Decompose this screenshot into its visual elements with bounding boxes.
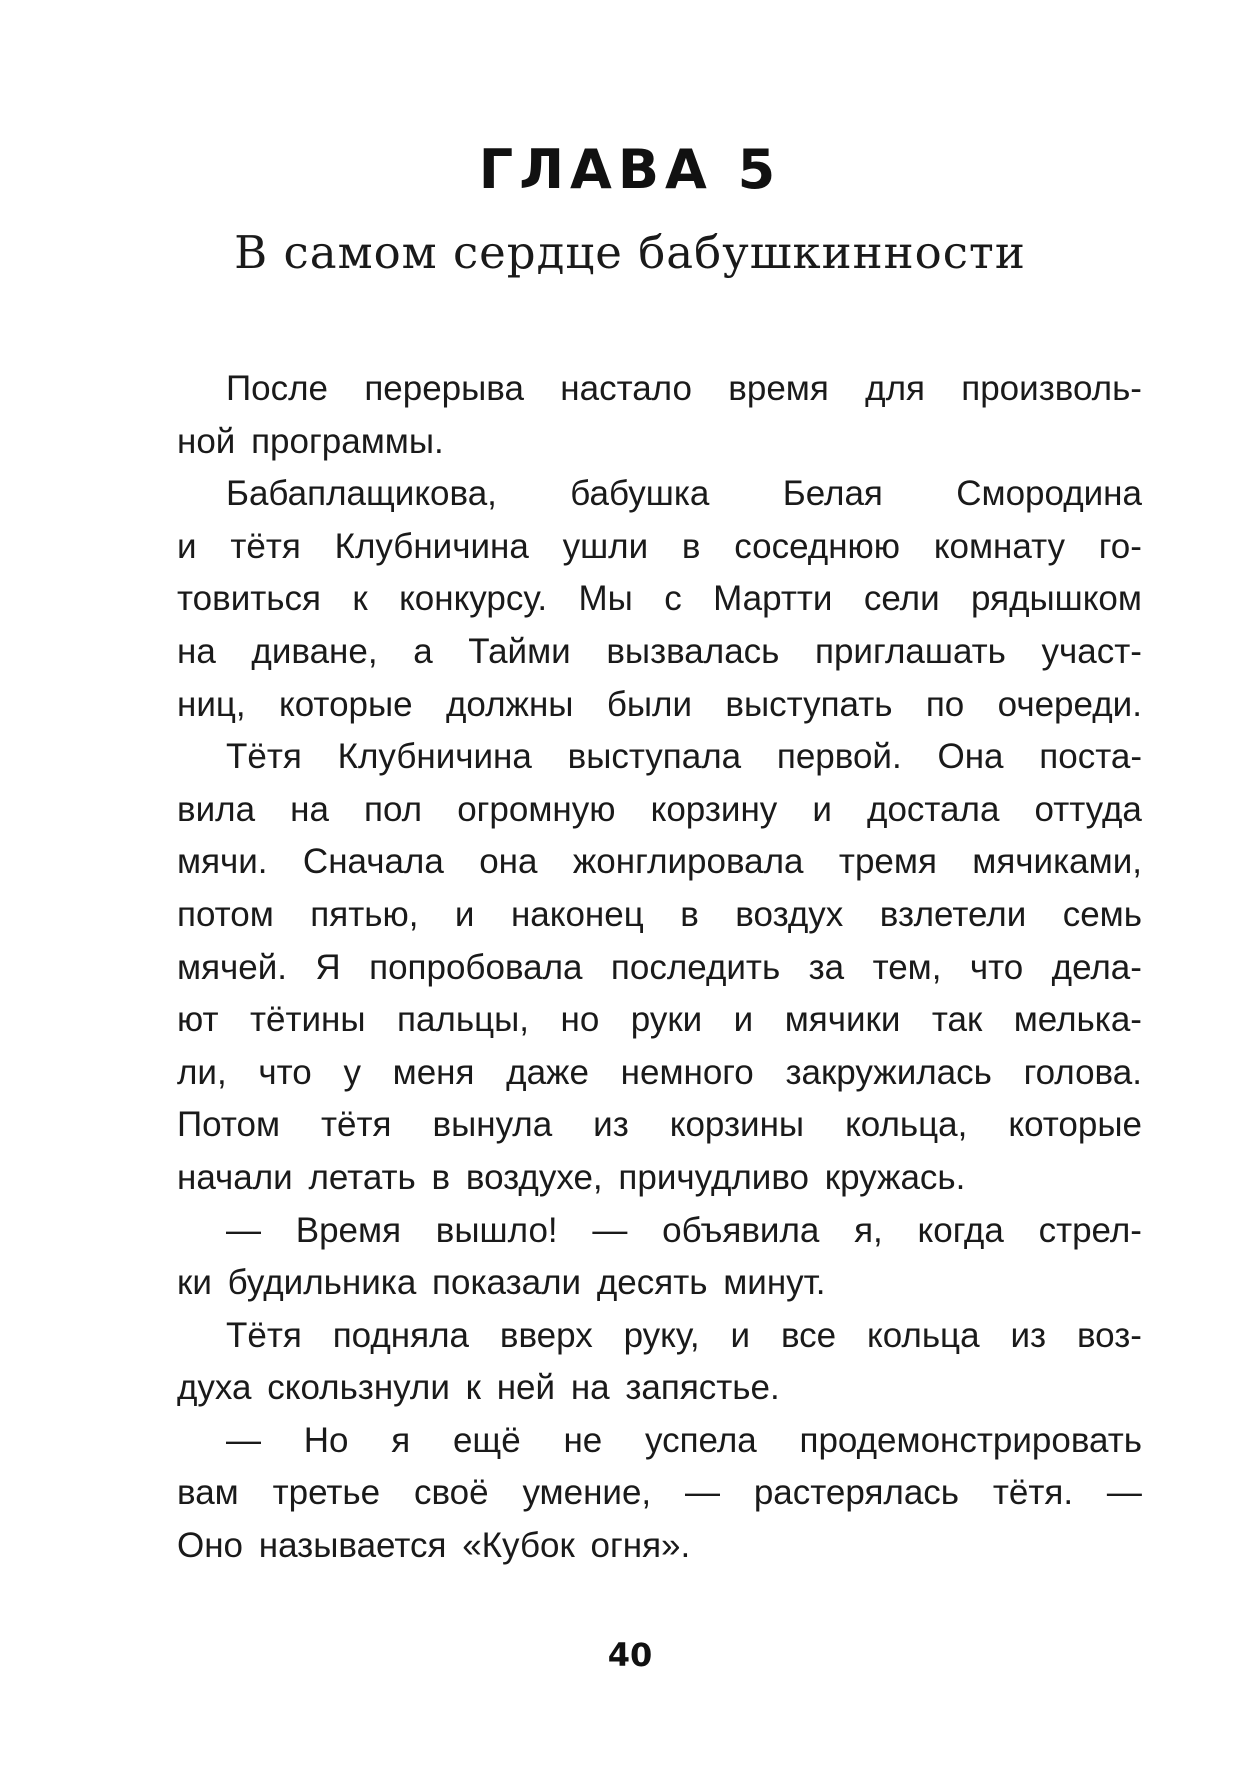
text-line [177,416,1142,469]
word: сели [863,579,940,619]
text-line [177,626,1142,679]
word: на [570,1368,610,1408]
word: показали [432,1263,582,1303]
word: выступала [567,737,742,777]
word: достала [867,789,1000,829]
word: на [177,631,216,671]
word: за [808,947,845,987]
text-line [177,573,1142,626]
word: ли, [177,1052,227,1092]
word: успела [644,1420,757,1460]
chapter-title: В самом сердце бабушкинности [234,226,1026,279]
word: не [563,1420,603,1460]
word: и [730,1315,751,1355]
word: — [1106,1473,1142,1513]
word: Тайми [468,631,571,671]
word: кольца, [845,1105,968,1145]
word: должны [446,684,574,724]
word: первой. [776,737,902,777]
word: в [431,1157,451,1197]
word: время [728,369,829,408]
word: ещё [452,1420,521,1460]
word: духа [177,1368,252,1408]
text-line [177,1415,1142,1468]
word: что [969,947,1024,987]
word: ниц, [177,684,246,724]
word: Клубничина [334,526,529,566]
text-line [177,1520,1142,1573]
word: которые [279,684,413,724]
word: Мартти [713,579,833,619]
word: Я [315,947,341,987]
word: и [177,526,197,566]
word: растерялась [753,1473,960,1513]
word: очереди. [997,684,1142,724]
word: Тётя [226,737,302,777]
word: огня». [590,1526,691,1566]
word: из [593,1105,629,1145]
word: к [465,1368,481,1408]
word: Она [937,737,1004,777]
word: участ- [1041,631,1142,671]
word: минут. [723,1263,826,1303]
word: корзину [650,789,778,829]
word: я, [854,1210,883,1250]
word: руки [630,1000,703,1040]
text-line [177,468,1142,521]
chapter-number: ГЛАВА 5 [478,138,782,201]
word: комнату [933,526,1066,566]
word: но [560,1000,600,1040]
word: ушли [562,526,649,566]
word: произволь- [961,369,1142,408]
word: она [479,842,538,882]
word: Мы [578,579,633,619]
word: «Кубок [462,1526,575,1566]
word: немного [620,1052,754,1092]
word: а [413,631,433,671]
word: в [680,894,699,934]
word: товиться [177,579,321,619]
word: скользнули [267,1368,450,1408]
word: были [606,684,693,724]
word: выступать [725,684,893,724]
word: приглашать [815,631,1006,671]
word: руку, [623,1315,700,1355]
text-line [177,784,1142,837]
word: на [290,789,329,829]
word: тётя [321,1105,392,1145]
word: пятью, [310,894,419,934]
word: в [681,526,701,566]
word: — [685,1473,720,1513]
word: жонглировала [572,842,804,882]
word: ной [177,421,236,461]
word: попробовала [369,947,583,987]
word: когда [917,1210,1004,1250]
word: будильника [227,1263,417,1303]
word: дела- [1051,947,1142,987]
word: с [664,579,682,619]
word: голова. [1023,1052,1142,1092]
word: ки [177,1263,212,1303]
text-line [177,1310,1142,1363]
word: последить [610,947,781,987]
word: вызвалась [606,631,780,671]
word: пальцы, [397,1000,530,1040]
word: подняла [332,1315,469,1355]
word: го- [1098,526,1142,566]
word: вышло! [435,1210,558,1250]
word: мячи. [177,842,268,882]
word: взлетели [879,894,1027,934]
word: Бабаплащикова, [226,474,497,514]
word: меня [392,1052,475,1092]
word: что [258,1052,312,1092]
word: вам [177,1473,239,1513]
word: — [226,1210,261,1250]
word: воздух [735,894,844,934]
text-line [177,942,1142,995]
word: Клубничина [337,737,532,777]
word: все [780,1315,837,1355]
word: оттуда [1034,789,1142,829]
word: кружась. [824,1157,966,1197]
word: вынула [432,1105,553,1145]
text-line [177,1257,1142,1310]
text-line [177,1099,1142,1152]
word: потом [177,894,274,934]
word: по [925,684,965,724]
word: рядышком [971,579,1142,619]
word: запястье. [625,1368,780,1408]
word: семь [1062,894,1142,934]
word: настало [560,369,692,408]
word: наконец [510,894,644,934]
word: умение, [522,1473,652,1513]
word: я [391,1420,411,1460]
text-line [177,1205,1142,1258]
word: которые [1008,1105,1142,1145]
word: стрел- [1038,1210,1142,1250]
word: воз- [1076,1315,1142,1355]
word: начали [177,1157,293,1197]
word: Время [295,1210,402,1250]
text-line [177,1047,1142,1100]
word: воздухе, [465,1157,603,1197]
word: Сначала [302,842,444,882]
text-line [177,363,1142,416]
word: называется [258,1526,447,1566]
text-line [177,1467,1142,1520]
word: десять [596,1263,708,1303]
word: корзины [669,1105,805,1145]
text-line [177,889,1142,942]
text-line [177,679,1142,732]
word: мячей. [177,947,287,987]
word: кольца [867,1315,980,1355]
word: летать [308,1157,416,1197]
word: так [931,1000,983,1040]
word: перерыва [364,369,524,408]
word: Потом [177,1105,281,1145]
word: для [865,369,925,408]
body-text [177,363,1142,1573]
word: огромную [457,789,616,829]
word: к [352,579,368,619]
word: тремя [838,842,937,882]
text-line [177,994,1142,1047]
word: бабушка [570,474,710,514]
word: вила [177,789,256,829]
word: продемонстрировать [799,1420,1142,1460]
word: третье [272,1473,381,1513]
text-line [177,836,1142,889]
word: соседнюю [734,526,901,566]
word: Оно [177,1526,244,1566]
word: пол [364,789,423,829]
word: даже [506,1052,589,1092]
word: Тётя [226,1315,302,1355]
text-line [177,521,1142,574]
word: мячиками, [972,842,1142,882]
word: вверх [499,1315,593,1355]
word: Смородина [956,474,1142,514]
word: мячики [784,1000,901,1040]
word: Белая [782,474,883,514]
word: и [454,894,475,934]
word: — [592,1210,628,1250]
text-line [177,731,1142,784]
word: тётины [249,1000,366,1040]
page-number: 40 [607,1636,653,1674]
word: тётя [230,526,301,566]
word: у [343,1052,361,1092]
word: конкурсу. [399,579,548,619]
word: поста- [1039,737,1142,777]
word: объявила [662,1210,820,1250]
word: ют [177,1000,219,1040]
word: закружилась [785,1052,992,1092]
text-line [177,1362,1142,1415]
word: причудливо [618,1157,810,1197]
word: ней [496,1368,556,1408]
word: тем, [872,947,942,987]
word: программы. [251,421,444,461]
word: диване, [251,631,378,671]
word: тётя. [992,1473,1074,1513]
word: Но [303,1420,349,1460]
text-line [177,1152,1142,1205]
word: После [226,369,329,408]
word: — [226,1420,261,1460]
word: и [812,789,832,829]
word: и [733,1000,754,1040]
word: своё [413,1473,489,1513]
word: из [1010,1315,1047,1355]
word: мелька- [1013,1000,1142,1040]
